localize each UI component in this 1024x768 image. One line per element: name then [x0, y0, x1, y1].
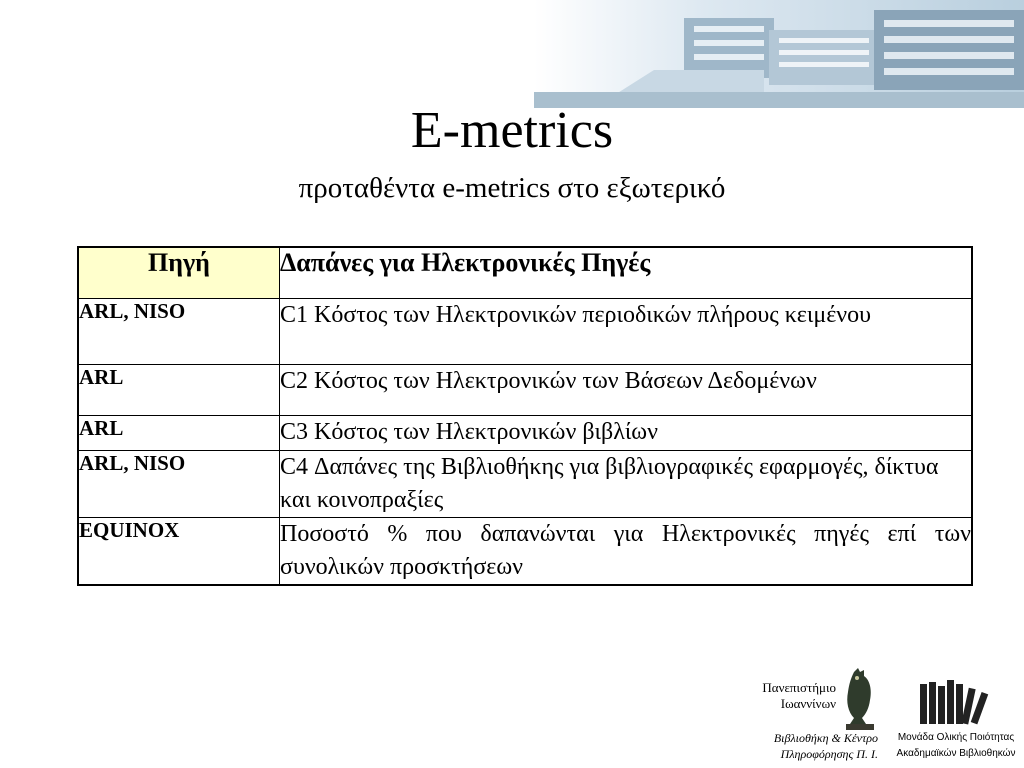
table-row [78, 416, 972, 451]
unit-line2: Ακαδημαϊκών Βιβλιοθηκών [896, 748, 1016, 759]
unit-line1: Μονάδα Ολικής Ποιότητας [897, 732, 1015, 743]
library-name [728, 730, 878, 762]
books-logo-icon [918, 678, 990, 726]
emetrics-table [77, 246, 973, 586]
table-row [78, 518, 972, 586]
row-description: C3 Κόστος των Ηλεκτρονικών βιβλίων [280, 416, 973, 451]
university-line1: Πανεπιστήμιο [762, 680, 836, 695]
row-source: ARL [78, 416, 280, 451]
quality-unit-name [890, 730, 1022, 762]
row-source: ARL [78, 365, 280, 416]
table-header-row [78, 247, 972, 299]
table-row [78, 299, 972, 365]
owl-logo-icon [840, 666, 880, 730]
row-description: C4 Δαπάνες της Βιβλιοθήκης για βιβλιογραφικές εφαρμογές, δίκτυα και κοινοπραξίες [280, 451, 973, 518]
row-source: ARL, NISO [78, 299, 280, 365]
row-description: C1 Κόστος των Ηλεκτρονικών περιοδικών πλήρους κειμένου [280, 299, 973, 365]
campus-banner-image [534, 0, 1024, 108]
university-name [728, 680, 836, 712]
row-description: C2 Κόστος των Ηλεκτρονικών των Βάσεων Δεδομένων [280, 365, 973, 416]
library-line1: Βιβλιοθήκη & Κέντρο [773, 731, 878, 745]
table-row [78, 451, 972, 518]
header-source: Πηγή [78, 247, 280, 299]
library-line2: Πληροφόρησης Π. Ι. [780, 747, 878, 761]
row-source: ARL, NISO [78, 451, 280, 518]
university-line2: Ιωαννίνων [780, 696, 836, 711]
slide-subtitle: προταθέντα e-metrics στο εξωτερικό [298, 172, 726, 204]
table-row [78, 365, 972, 416]
header-cost: Δαπάνες για Ηλεκτρονικές Πηγές [280, 247, 973, 299]
slide-title: E-metrics [410, 102, 614, 159]
row-source: EQUINOX [78, 518, 280, 586]
row-description: Ποσοστό % που δαπανώνται για Ηλεκτρονικές πηγές επί των συνολικών προσκτήσεων [280, 518, 973, 586]
